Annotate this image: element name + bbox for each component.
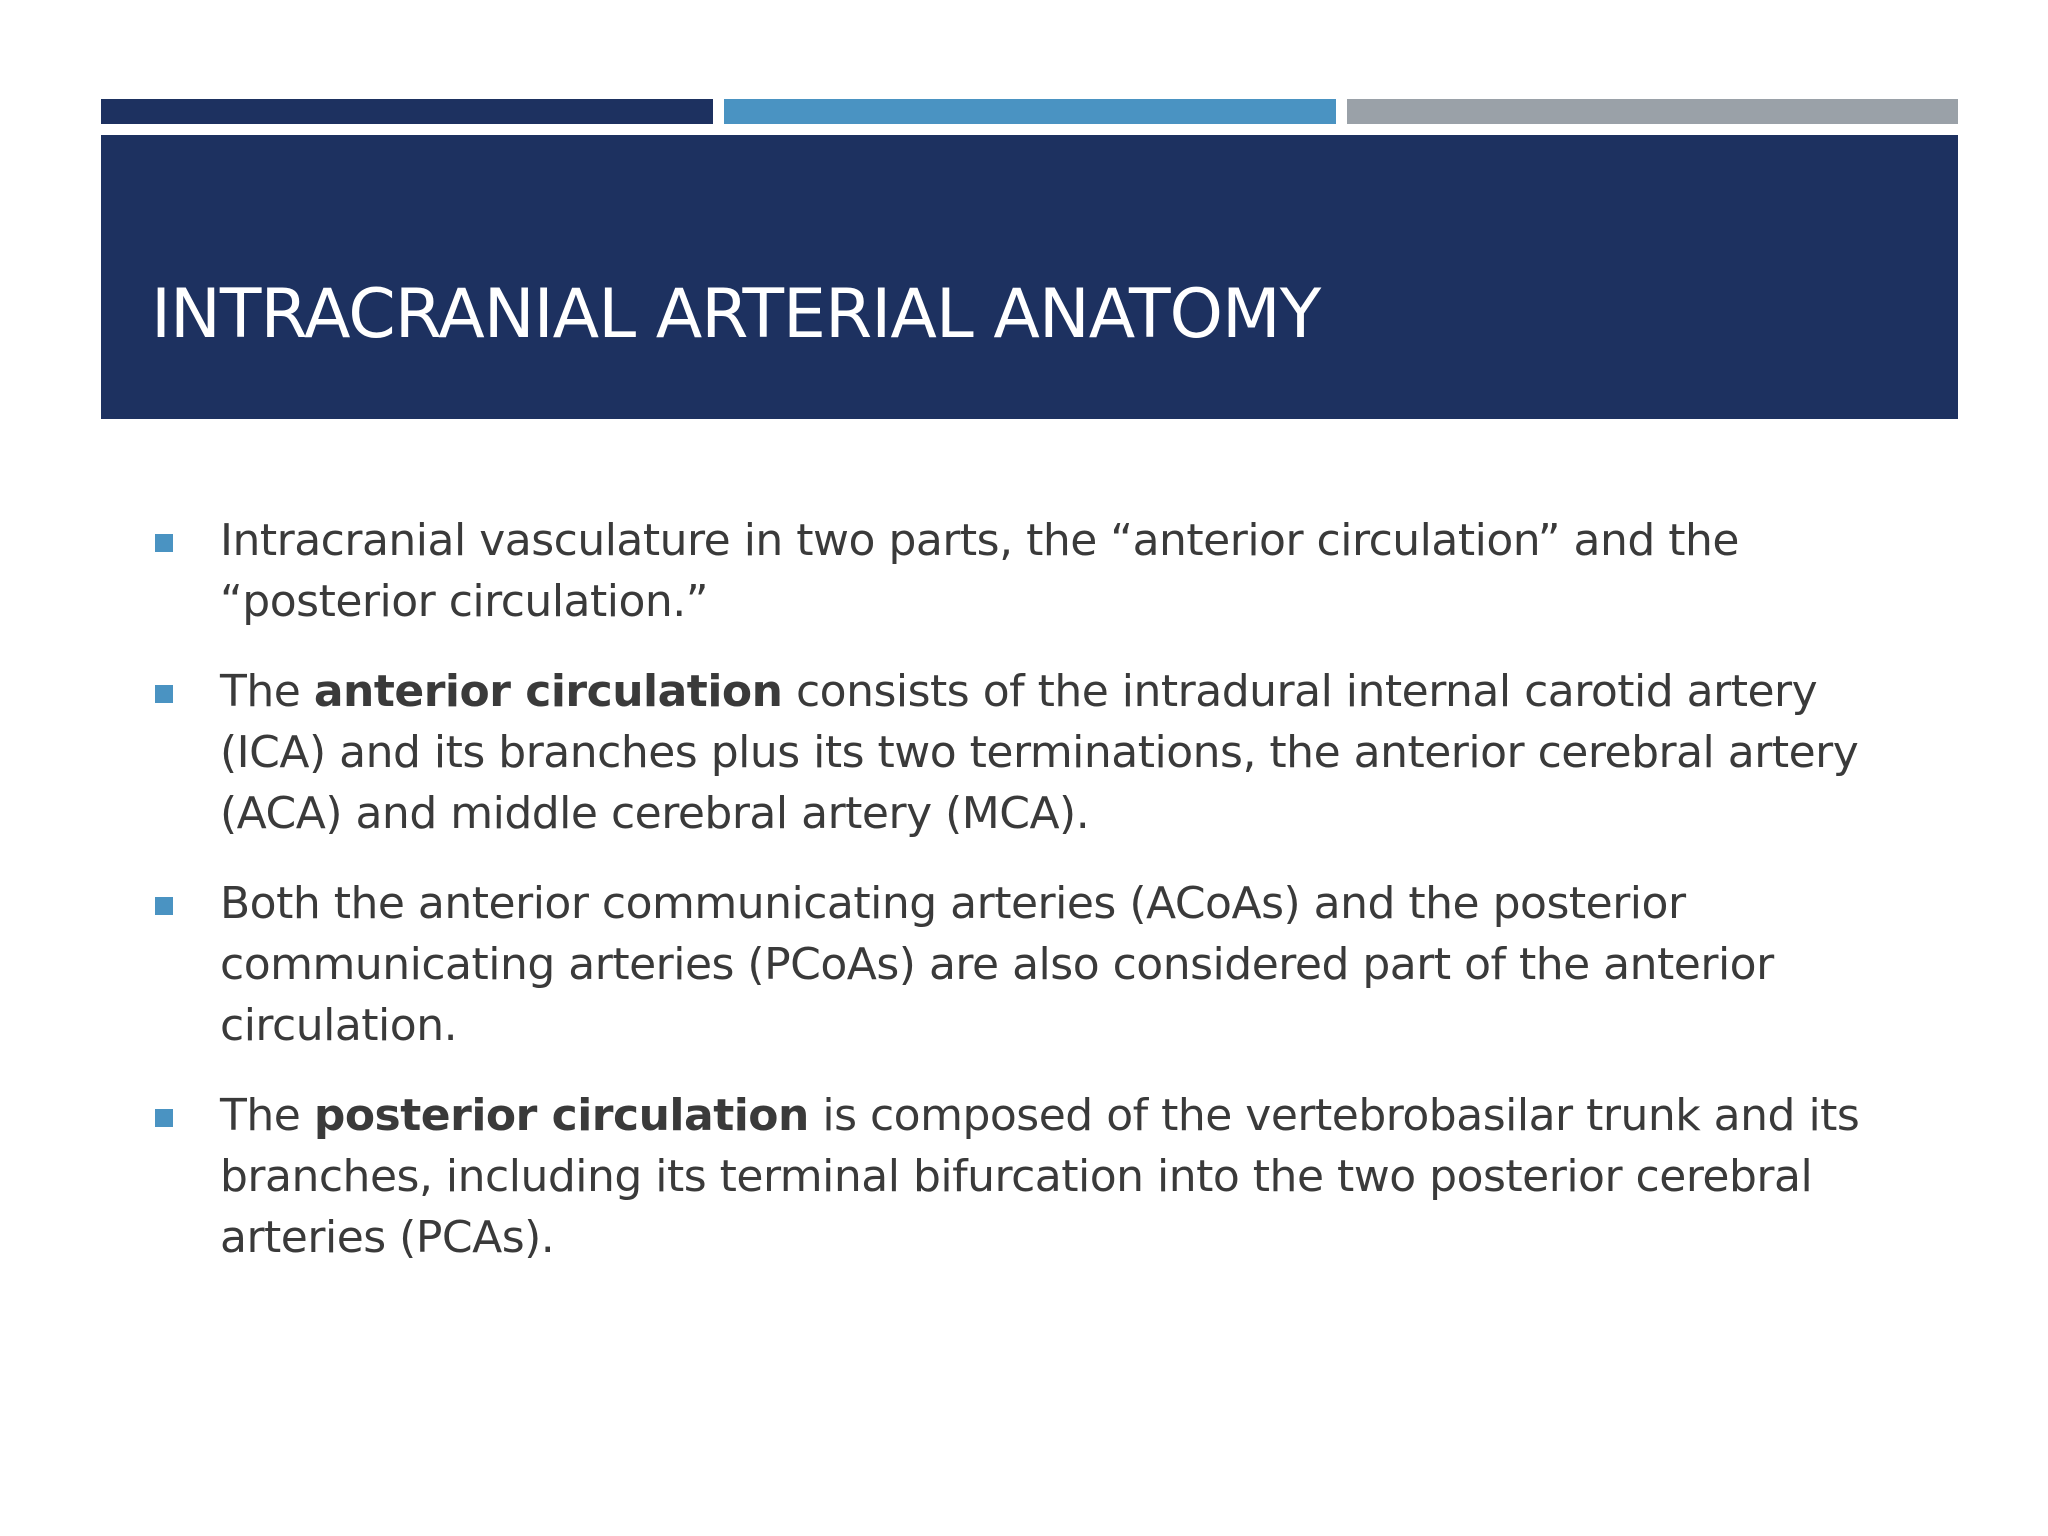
square-bullet-icon	[155, 1109, 173, 1127]
bullet-item-4	[154, 1085, 1914, 1268]
bullet-item-2	[154, 661, 1914, 844]
bullet-text: Intracranial vasculature in two parts, the “anterior circulation” and the “posterior circulation.”	[220, 515, 1739, 627]
square-bullet-icon	[155, 685, 173, 703]
bullet-text-lead: The	[220, 666, 314, 717]
bullet-text: Both the anterior communicating arteries (ACoAs) and the posterior communicating arteries (PCoAs) are also considered part of the anterior circulation.	[220, 878, 1774, 1051]
bullet-item-3	[154, 873, 1914, 1056]
accent-bar-navy	[101, 99, 713, 124]
title-band	[101, 135, 1958, 419]
bullet-text-rest: consists of the intradural internal carotid artery (ICA) and its branches plus its two terminations, the anterior cerebral artery (ACA) and middle cerebral artery (MCA).	[220, 666, 1859, 839]
bullet-bold-term: anterior circulation	[313, 666, 783, 717]
bullet-text-lead: The	[220, 1090, 314, 1141]
square-bullet-icon	[155, 534, 173, 552]
bullet-list	[154, 510, 1914, 1297]
bullet-text-rest: is composed of the vertebrobasilar trunk and its branches, including its terminal bifurcation into the two posterior cerebral arteries (PCAs).	[220, 1090, 1860, 1263]
square-bullet-icon	[155, 897, 173, 915]
bullet-bold-term: posterior circulation	[313, 1090, 809, 1141]
accent-bar-blue	[724, 99, 1336, 124]
accent-bar-gray	[1347, 99, 1958, 124]
bullet-item-1	[154, 510, 1914, 632]
slide-title: INTRACRANIAL ARTERIAL ANATOMY	[151, 275, 1321, 354]
